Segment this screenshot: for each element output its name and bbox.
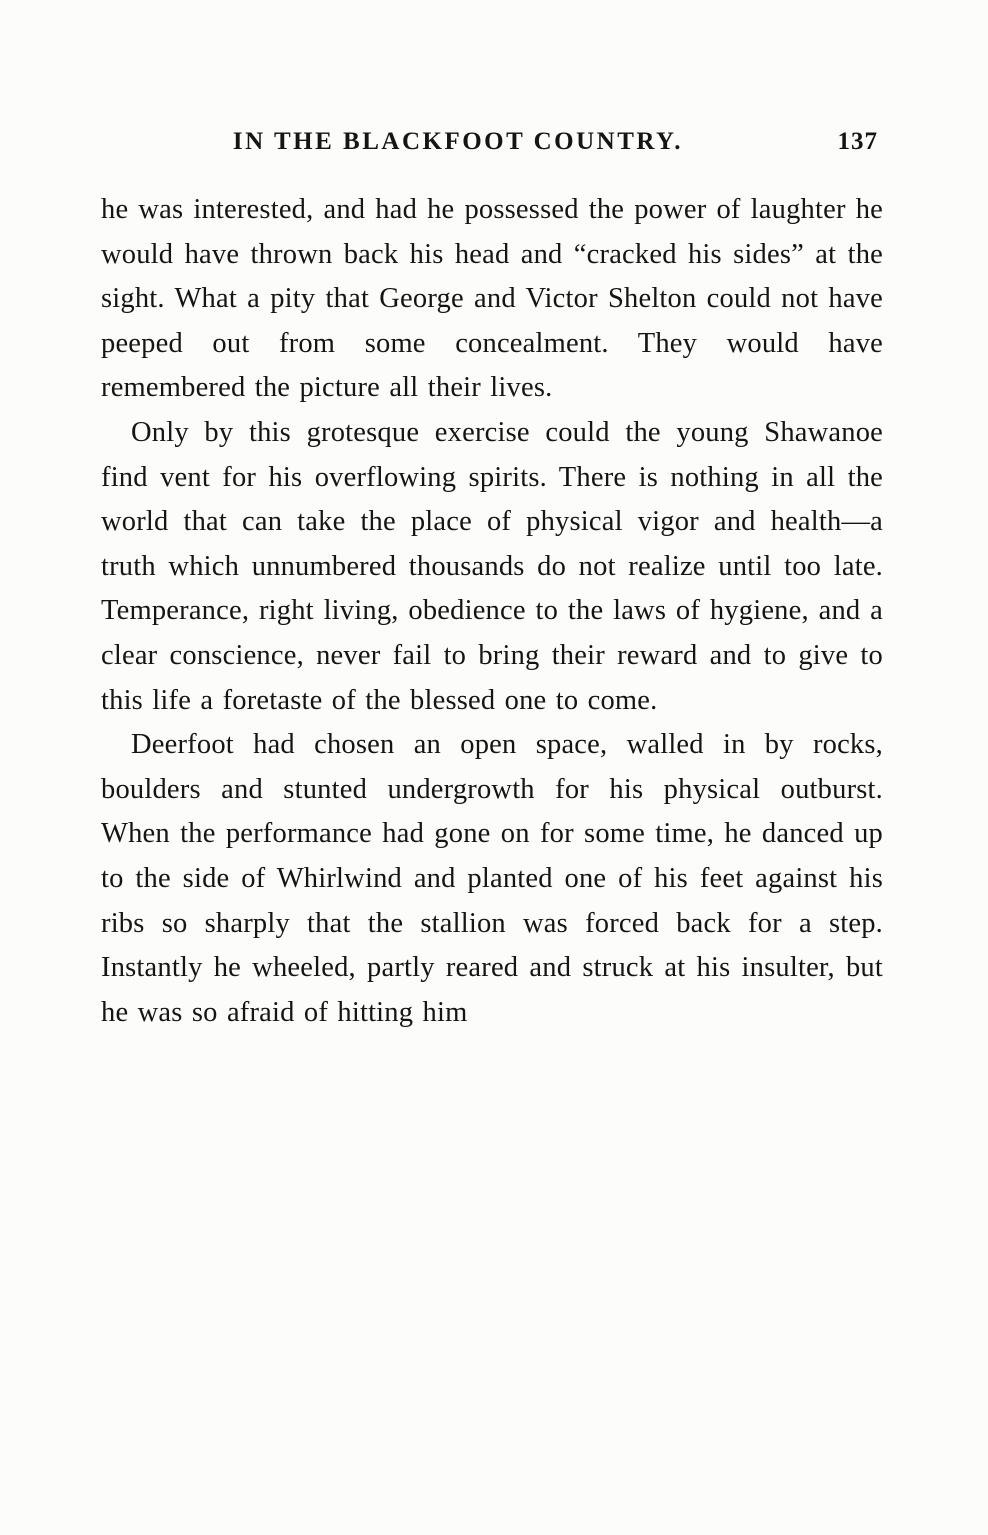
paragraph: Only by this grotesque exercise could the young Shawanoe find vent for his overflowing spirits. There is nothing in all the world that can take the place of physical vigor and health—a truth which unnumbered thousands do not realize until too late. Temperance, right living, obedience to the laws of hygiene, and a clear conscience, never fail to bring their reward and to give to this life a foretaste of the blessed one to come. (101, 416, 883, 716)
header-title: IN THE BLACKFOOT COUNTRY. (232, 128, 684, 155)
paragraph: Deerfoot had chosen an open space, walled in by rocks, boulders and stunted undergrowth for his physical outburst. When the performance had gone on for some time, he danced up to the side of Whirlwind and planted one of his feet against his ribs so sharply that the stallion was forced back for a step. Instantly he wheeled, partly reared and struck at his insulter, but he was so afraid of hitting him (101, 729, 883, 1028)
running-header (100, 128, 888, 164)
paragraph: he was interested, and had he possessed the power of laughter he would have thrown back his head and “cracked his sides” at the sight. What a pity that George and Victor Shelton could not have peeped out from some concealment. They would have remembered the picture all their lives. (101, 194, 883, 404)
page-number: 137 (837, 128, 878, 155)
page-body (101, 188, 883, 1035)
